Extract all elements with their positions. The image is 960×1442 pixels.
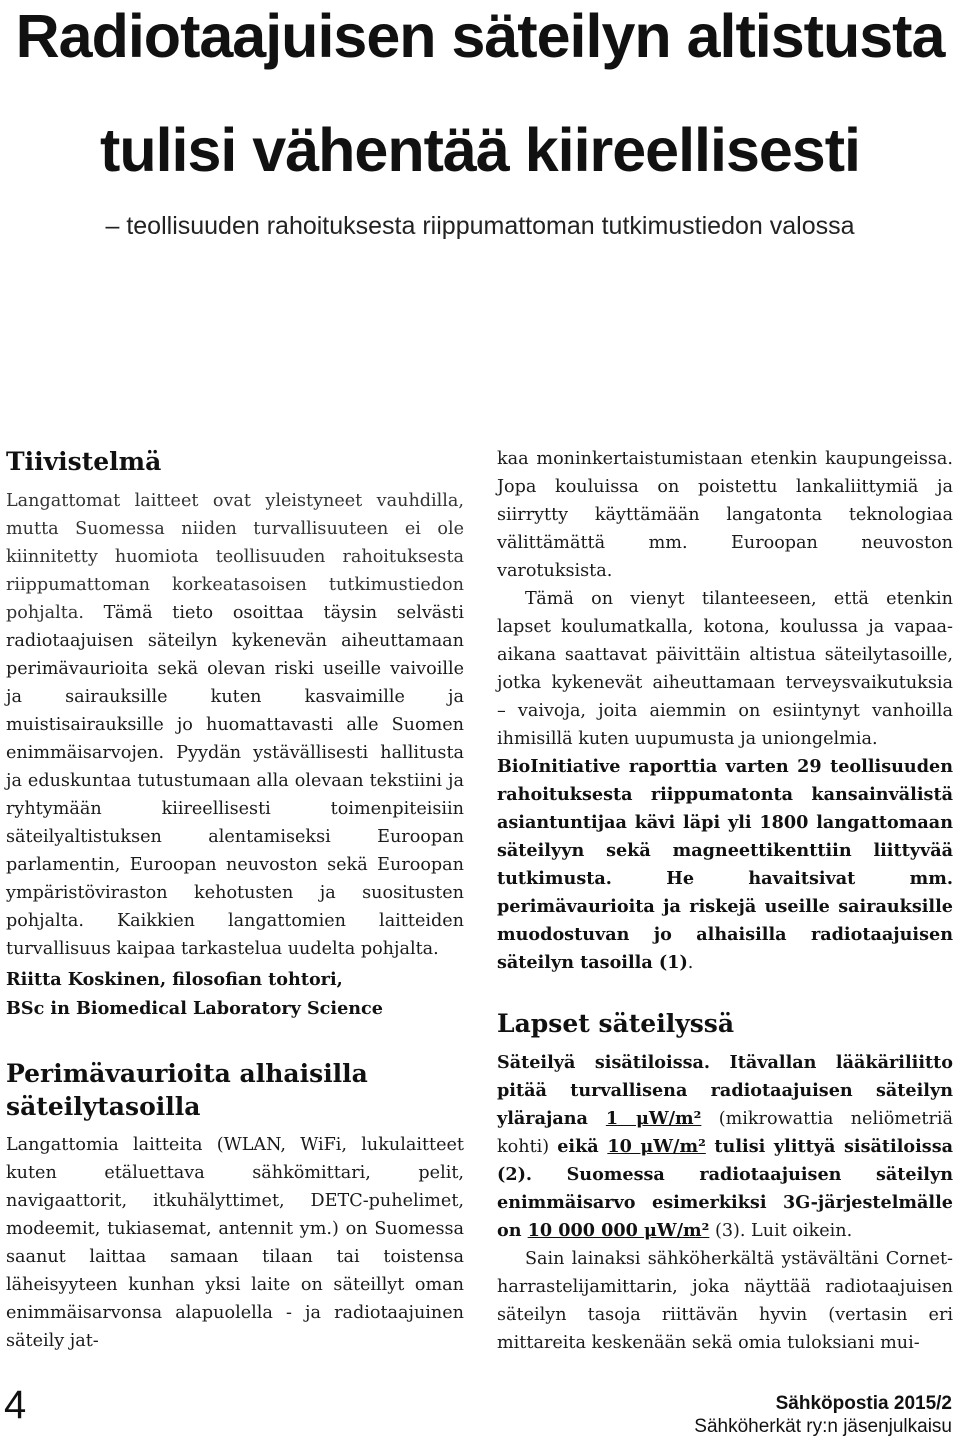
summary-text-intro: Langattomat laitteet ovat yleistyneet vauhdilla, mutta Suomessa niiden turvallisuuteen ei ole kiinnitetty huomiota teollisuuden rahoituksesta riippumattoman korkeatasoisen tutkimustiedon pohjalta. — [6, 491, 464, 623]
limit-value-3: 10 000 000 μW/m² — [527, 1220, 710, 1241]
page-number: 4 — [4, 1383, 27, 1427]
left-column — [6, 445, 464, 1355]
section-heading-damage-line1: Perimävaurioita alhaisilla — [6, 1059, 368, 1088]
section-heading-children: Lapset säteilyssä — [497, 1009, 735, 1038]
indoor-text-e: (3). Luit oikein. — [709, 1221, 853, 1241]
continued-paragraph: kaa moninkertaistumistaan etenkin kaupungeissa. Jopa kouluissa on poistettu lankaliittymiä ja siirrytty käyttämään langatonta teknologiaa välittämättä mm. Euroopan neuvoston varotuksista. — [497, 449, 953, 581]
bioinitiative-text: BioInitiative raporttia varten 29 teollisuuden rahoituksesta riippumatonta kansainvälistä asiantuntijaa kävi läpi yli 1800 langattomaan säteilyyn sekä magneettikenttiin liittyvää tutkimusta. He havaitsivat mm. perimävaurioita ja riskejä useille sairauksille muodostuvan jo alhaisilla radiotaajuisen säteilyn tasoilla (1) — [497, 756, 953, 973]
footer — [694, 1392, 952, 1438]
author-name: Riitta Koskinen, filosofian tohtori, — [6, 969, 343, 990]
publisher-name: Sähköherkät ry:n jäsenjulkaisu — [694, 1416, 952, 1437]
right-column — [497, 445, 953, 1357]
article-subtitle: – teollisuuden rahoituksesta riippumattoman tutkimustiedon valossa — [105, 212, 855, 240]
limit-value-2: 10 μW/m² — [607, 1136, 706, 1157]
indoor-radiation-paragraph — [497, 1049, 953, 1245]
bioinitiative-paragraph — [497, 753, 953, 977]
article-title-line-1: Radiotaajuisen säteilyn altistusta — [15, 2, 945, 70]
summary-text-main: Tämä tieto osoittaa täysin selvästi radiotaajuisen säteilyn kykenevän aiheuttamaan perimävaurioita sekä olevan riski useille vaivoille ja sairauksille kuten kasvaimille ja muistisairauksille jo huomattavasti alle Suomen enimmäisarvojen. Pyydän ystävällisesti hallitusta ja eduskuntaa tutustumaan alla olevaan tekstiini ja ryhtymään kiireellisesti toimenpiteisiin säteilyaltistuksen alentamiseksi Euroopan parlamentin, Euroopan neuvoston sekä Euroopan ympäristöviraston kehotusten ja suositusten pohjalta. Kaikkien langattomien laitteiden turvallisuus kaipaa tarkastelua uudelta pohjalta. — [6, 603, 464, 959]
author-byline — [6, 965, 464, 1023]
section-heading-damage — [6, 1057, 464, 1123]
meter-paragraph: Sain lainaksi sähköherkältä ystävältäni Cornet-harrastelijamittarin, joka näyttää radiotaajuisen säteilyn tasoja riittävän hyvin (vertasin eri mittareita keskenään sekä omia tuloksiani mui- — [497, 1249, 953, 1353]
indoor-text-d: tulisi ylittyä sisätiloissa (2). Suomessa radiotaajuisen säteilyn enimmäisarvo esimerkiksi 3G-järjestelmälle on — [497, 1136, 954, 1241]
summary-paragraph — [6, 487, 464, 963]
section-heading-damage-line2: säteilytasoilla — [6, 1092, 201, 1121]
bioinitiative-end: . — [687, 953, 694, 973]
indoor-text-a: Säteilyä sisätiloissa. Itävallan lääkäriliitto pitää turvallisena radiotaajuisen säteilyn ylärajana — [497, 1052, 953, 1129]
summary-heading: Tiivistelmä — [6, 447, 162, 476]
publication-name: Sähköpostia 2015/2 — [775, 1393, 952, 1414]
damage-paragraph: Langattomia laitteita (WLAN, WiFi, lukulaitteet kuten etäluettava sähkömittari, pelit, navigaattorit, itkuhälyttimet, DETC-puhelimet, modeemit, tukiasemat, antennit ym.) on Suomessa saanut laittaa samaan tilaan tai toistensa läheisyyteen kunhan yksi laite on säteillyt oman enimmäisarvonsa alapuolella - ja radiotaajuinen säteily jat- — [6, 1135, 464, 1351]
author-degree: BSc in Biomedical Laboratory Science — [6, 998, 383, 1019]
limit-value-1: 1 μW/m² — [605, 1108, 702, 1129]
article-title-line-2: tulisi vähentää kiireellisesti — [100, 116, 860, 184]
indoor-text-b: (mikrowattia neliömetriä kohti) — [497, 1109, 953, 1157]
children-exposure-paragraph: Tämä on vienyt tilanteeseen, että etenkin lapset koulumatkalla, kotona, koulussa ja vapaa-aikana saattavat päivittäin altistua säteilytasoille, jotka kykenevät aiheuttamaan terveysvaikutuksia – vaivoja, joita aiemmin on esiintynyt vanhoilla ihmisillä kuten uupumusta ja uniongelmia. — [497, 589, 953, 749]
indoor-text-c: eikä — [557, 1136, 608, 1157]
